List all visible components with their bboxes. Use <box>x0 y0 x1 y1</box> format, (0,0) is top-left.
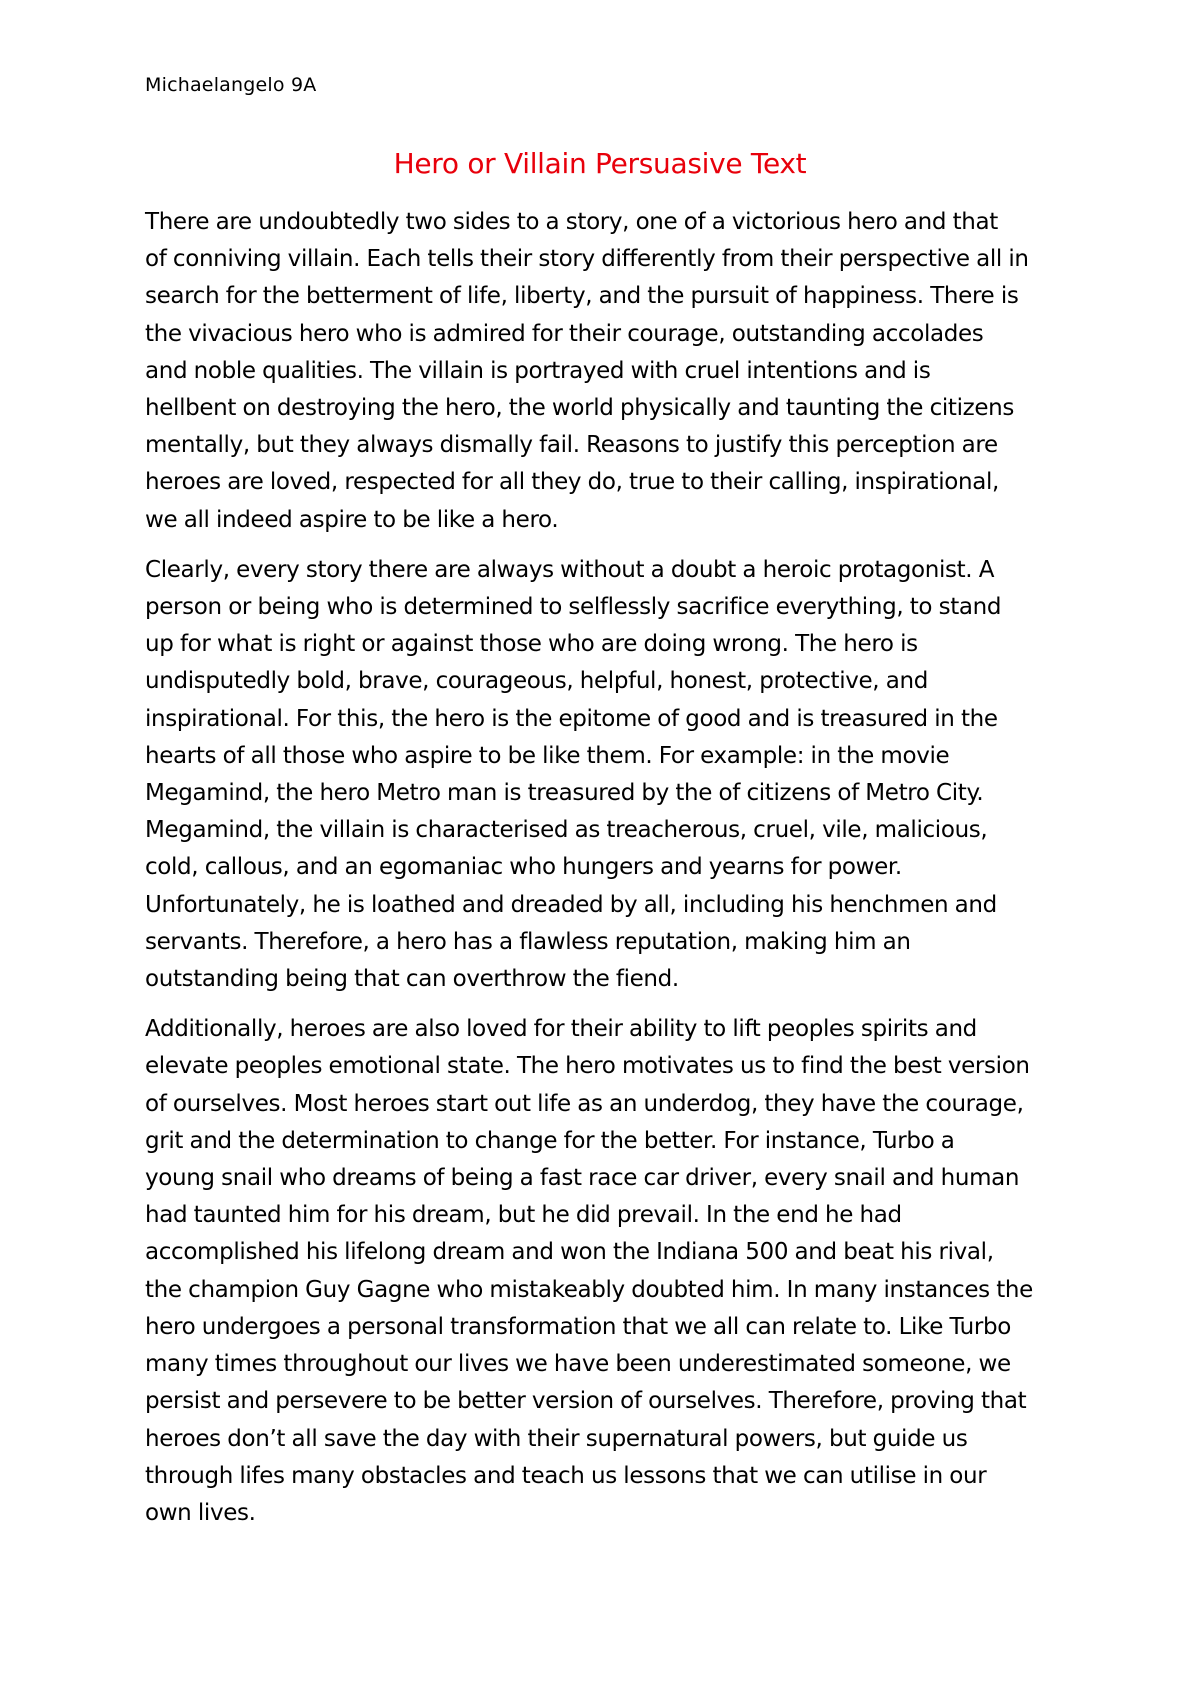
paragraph-line: cold, callous, and an egomaniac who hungers and yearns for power. <box>145 854 902 881</box>
paragraph-2 <box>145 552 1075 998</box>
paragraph-line: the champion Guy Gagne who mistakeably doubted him. In many instances the <box>145 1276 1033 1303</box>
paragraph-line: many times throughout our lives we have been underestimated someone, we <box>145 1351 1011 1378</box>
author-class-header: Michaelangelo 9A <box>145 74 317 96</box>
document-title: Hero or Villain Persuasive Text <box>393 147 807 180</box>
paragraph-line: grit and the determination to change for the better. For instance, Turbo a <box>145 1127 955 1154</box>
paragraph-line: Megamind, the villain is characterised as treacherous, cruel, vile, malicious, <box>145 817 988 844</box>
paragraph-line: and noble qualities. The villain is portrayed with cruel intentions and is <box>145 357 931 384</box>
paragraph-1 <box>145 204 1075 539</box>
paragraph-line: up for what is right or against those who are doing wrong. The hero is <box>145 631 918 658</box>
paragraph-line: person or being who is determined to selflessly sacrifice everything, to stand <box>145 594 1002 621</box>
paragraph-line: Clearly, every story there are always without a doubt a heroic protagonist. A <box>145 556 995 583</box>
paragraph-line: persist and persevere to be better version of ourselves. Therefore, proving that <box>145 1388 1027 1415</box>
paragraph-line: mentally, but they always dismally fail. Reasons to justify this perception are <box>145 432 998 459</box>
paragraph-line: own lives. <box>145 1499 256 1526</box>
paragraph-line: outstanding being that can overthrow the fiend. <box>145 966 679 993</box>
paragraph-line: hero undergoes a personal transformation that we all can relate to. Like Turbo <box>145 1313 1011 1340</box>
paragraph-line: hearts of all those who aspire to be like them. For example: in the movie <box>145 742 950 769</box>
paragraph-line: There are undoubtedly two sides to a story, one of a victorious hero and that <box>145 209 998 235</box>
paragraph-line: Additionally, heroes are also loved for their ability to lift peoples spirits and <box>145 1016 977 1043</box>
paragraph-line: inspirational. For this, the hero is the epitome of good and is treasured in the <box>145 705 998 732</box>
paragraph-line: of conniving villain. Each tells their story differently from their perspective all in <box>145 246 1029 273</box>
paragraph-line: search for the betterment of life, liberty, and the pursuit of happiness. There is <box>145 283 1019 310</box>
paragraph-line: accomplished his lifelong dream and won the Indiana 500 and beat his rival, <box>145 1239 994 1266</box>
document-body <box>145 204 1075 1545</box>
paragraph-line: undisputedly bold, brave, courageous, helpful, honest, protective, and <box>145 668 928 695</box>
paragraph-line: the vivacious hero who is admired for their courage, outstanding accolades <box>145 320 984 347</box>
paragraph-line: had taunted him for his dream, but he did prevail. In the end he had <box>145 1202 902 1229</box>
paragraph-line: young snail who dreams of being a fast race car driver, every snail and human <box>145 1165 1020 1192</box>
paragraph-line: we all indeed aspire to be like a hero. <box>145 506 559 533</box>
paragraph-line: servants. Therefore, a hero has a flawless reputation, making him an <box>145 928 911 955</box>
paragraph-line: hellbent on destroying the hero, the world physically and taunting the citizens <box>145 395 1014 422</box>
paragraph-line: elevate peoples emotional state. The hero motivates us to find the best version <box>145 1053 1030 1080</box>
paragraph-line: through lifes many obstacles and teach us lessons that we can utilise in our <box>145 1462 987 1489</box>
paragraph-3 <box>145 1011 1075 1532</box>
paragraph-line: heroes are loved, respected for all they do, true to their calling, inspirational, <box>145 469 999 496</box>
paragraph-line: Unfortunately, he is loathed and dreaded by all, including his henchmen and <box>145 891 997 918</box>
paragraph-line: of ourselves. Most heroes start out life as an underdog, they have the courage, <box>145 1090 1024 1117</box>
paragraph-line: heroes don’t all save the day with their supernatural powers, but guide us <box>145 1425 968 1452</box>
paragraph-line: Megamind, the hero Metro man is treasured by the of citizens of Metro City. <box>145 780 984 807</box>
